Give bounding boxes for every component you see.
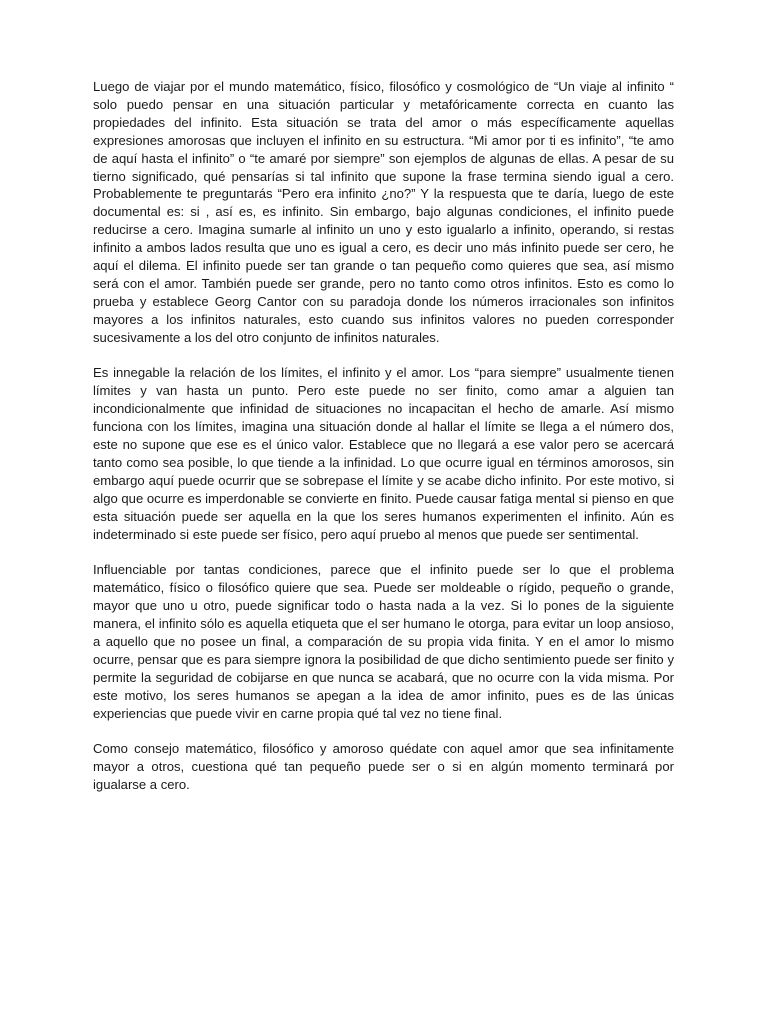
paragraph-3: Influenciable por tantas condiciones, parece que el infinito puede ser lo que el problema matemático, físico o filosófico quiere que sea. Puede ser moldeable o rígido, pequeño o grande, mayor que uno u otro, puede significar todo o hasta nada a la vez. Si lo pones de la siguiente manera, el infinito sólo es aquella etiqueta que el ser humano le otorga, para evitar un loop ansioso, a aquello que no posee un final, a comparación de su propia vida finita. Y en el amor lo mismo ocurre, pensar que es para siempre ignora la posibilidad de que dicho sentimiento puede ser finito y permite la seguridad de cobijarse en que nunca se acabará, que no ocurre con la vida misma. Por este motivo, los seres humanos se apegan a la idea de amor infinito, pues es de las únicas experiencias que puede vivir en carne propia qué tal vez no tiene final.: [93, 562, 674, 721]
document-body: [93, 78, 674, 812]
paragraph-4: Como consejo matemático, filosófico y amoroso quédate con aquel amor que sea infinitamente mayor a otros, cuestiona qué tan pequeño puede ser o si en algún momento terminará por igualarse a cero.: [93, 741, 674, 793]
paragraph-1: Luego de viajar por el mundo matemático, físico, filosófico y cosmológico de “Un viaje al infinito “ solo puedo pensar en una situación particular y metafóricamente correcta en cuanto las propiedades del infinito. Esta situación se trata del amor o más específicamente aquellas expresiones amorosas que incluyen el infinito en su estructura. “Mi amor por ti es infinito”, “te amo de aquí hasta el infinito” o “te amaré por siempre” son ejemplos de algunas de ellas. A pesar de su tierno significado, qué pensarías si tal infinito que supone la frase termina siendo igual a cero. Probablemente te preguntarás “Pero era infinito ¿no?” Y la respuesta que te daría, luego de este documental es: si , así es, es infinito. Sin embargo, bajo algunas condiciones, el infinito puede reducirse a cero. Imagina sumarle al infinito un uno y esto igualarlo a infinito, operando, si restas infinito a ambos lados resulta que uno es igual a cero, es decir uno más infinito puede ser cero, he aquí el dilema. El infinito puede ser tan grande o tan pequeño como quieres que sea, así mismo será con el amor. También puede ser grande, pero no tanto como otros infinitos. Esto es como lo prueba y establece Georg Cantor con su paradoja donde los números irracionales son infinitos mayores a los infinitos naturales, esto cuando sus infinitos valores no pueden corresponder sucesivamente a los del otro conjunto de infinitos naturales.: [93, 79, 674, 345]
paragraph-2: Es innegable la relación de los límites, el infinito y el amor. Los “para siempre” usualmente tienen límites y van hasta un punto. Pero este puede no ser finito, como amar a alguien tan incondicionalmente que infinidad de situaciones no incapacitan el hecho de amarle. Así mismo funciona con los límites, imagina una situación donde al hallar el límite se llega a el número dos, este no supone que ese es el único valor. Establece que no llegará a ese valor pero se acercará tanto como sea posible, lo que tiende a la infinidad. Lo que ocurre igual en términos amorosos, sin embargo aquí puede ocurrir que se sobrepase el límite y se acabe dicho infinito. Por este motivo, si algo que ocurre es imperdonable se convierte en finito. Puede causar fatiga mental si pienso en que esta situación puede ser aquella en la que los seres humanos experimenten el infinito. Aún es indeterminado si este puede ser físico, pero aquí pruebo al menos que puede ser sentimental.: [93, 365, 674, 542]
